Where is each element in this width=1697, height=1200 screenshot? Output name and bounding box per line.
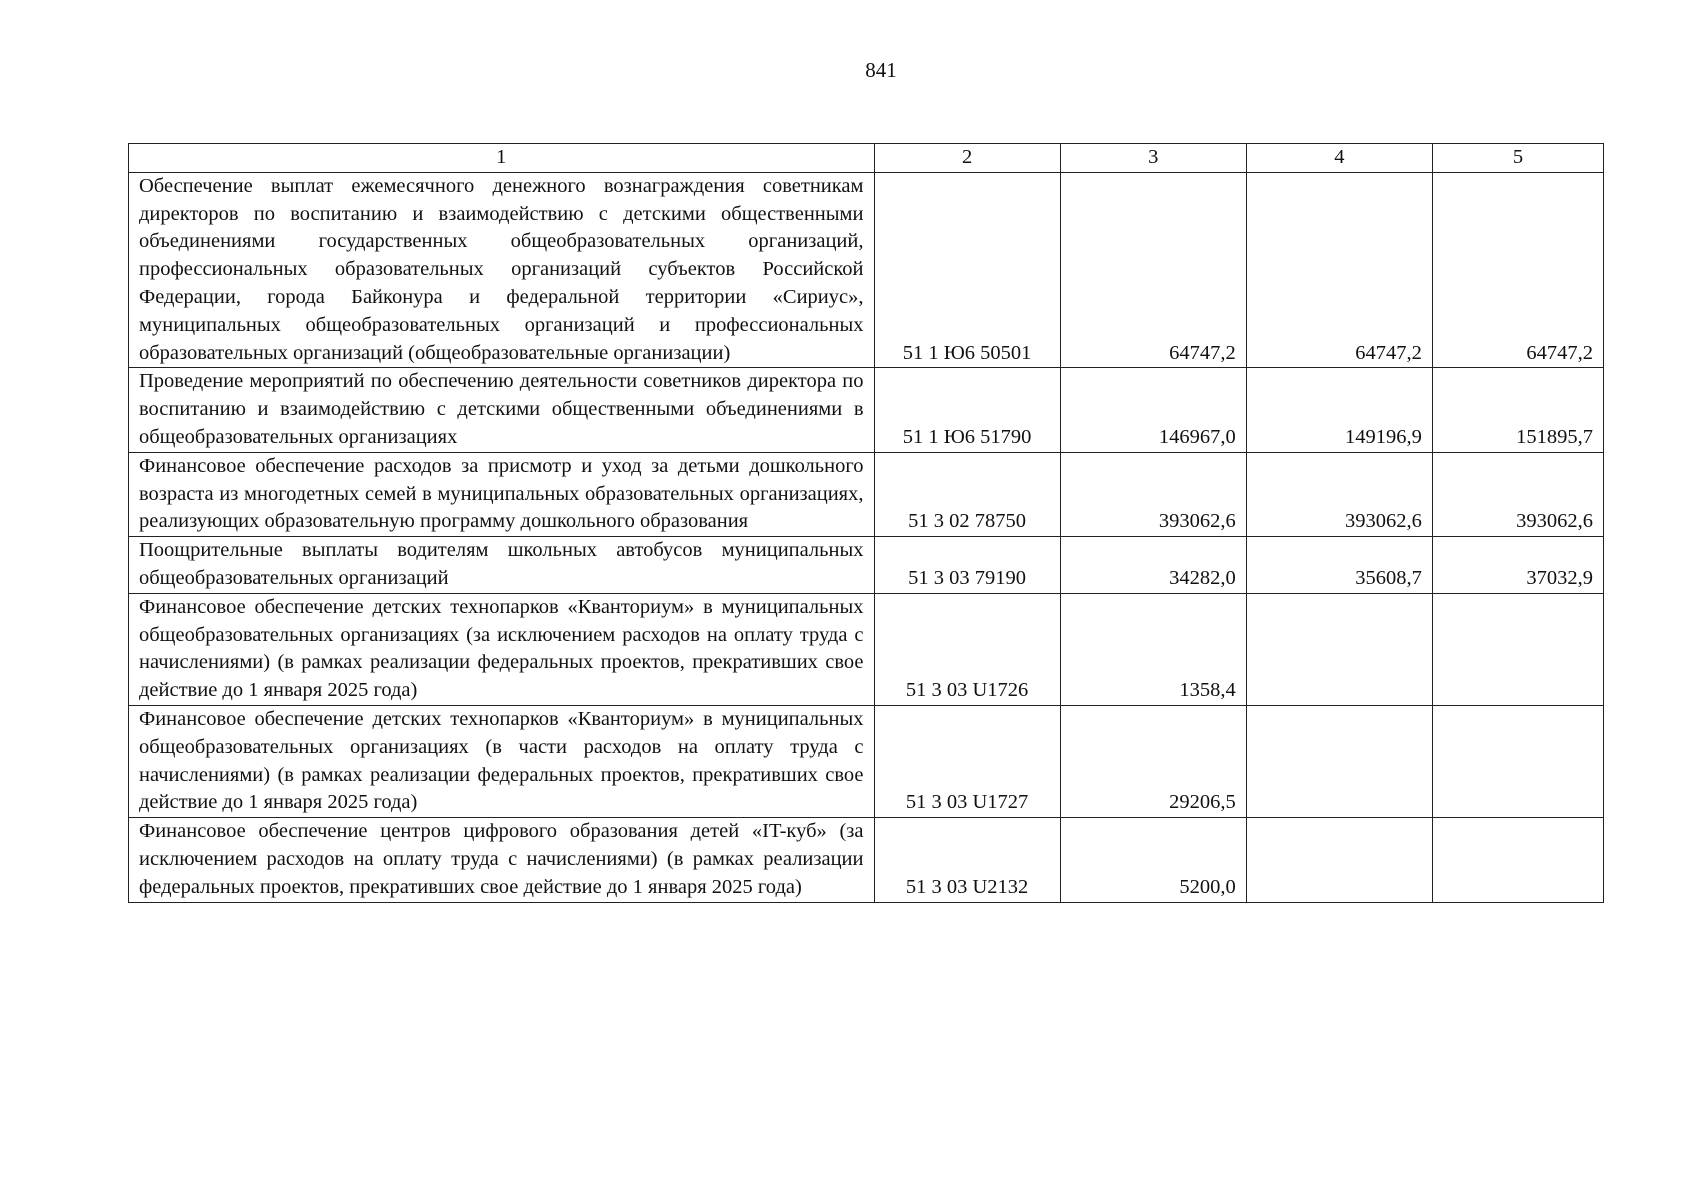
expense-name: Финансовое обеспечение расходов за присмотр и уход за детьми дошкольного возраста из многодетных семей в муниципальных образовательных организациях, реализующих образовательную программу дошкольного образования (129, 452, 875, 536)
amount-col3: 64747,2 (1060, 172, 1246, 368)
table-header-row (129, 144, 1604, 173)
expense-name: Финансовое обеспечение детских технопарков «Кванториум» в муниципальных общеобразовательных организациях (в части расходов на оплату труда с начислениями) (в рамках реализации федеральных проектов, прекративших свое действие до 1 января 2025 года) (129, 705, 875, 817)
amount-col3: 34282,0 (1060, 537, 1246, 594)
amount-col4: 149196,9 (1246, 368, 1432, 452)
budget-code: 51 3 03 79190 (874, 537, 1060, 594)
amount-col3: 393062,6 (1060, 452, 1246, 536)
amount-col4: 393062,6 (1246, 452, 1432, 536)
budget-code: 51 3 02 78750 (874, 452, 1060, 536)
amount-col5: 64747,2 (1432, 172, 1603, 368)
amount-col3: 146967,0 (1060, 368, 1246, 452)
table-row (129, 537, 1604, 594)
amount-col4 (1246, 818, 1432, 902)
table-row (129, 172, 1604, 368)
amount-col5 (1432, 705, 1603, 817)
table-row (129, 368, 1604, 452)
budget-code: 51 1 Ю6 50501 (874, 172, 1060, 368)
expense-name: Финансовое обеспечение детских технопарков «Кванториум» в муниципальных общеобразовательных организациях (за исключением расходов на оплату труда с начислениями) (в рамках реализации федеральных проектов, прекративших свое действие до 1 января 2025 года) (129, 593, 875, 705)
amount-col3: 1358,4 (1060, 593, 1246, 705)
column-header: 5 (1432, 144, 1603, 173)
expense-name: Проведение мероприятий по обеспечению деятельности советников директора по воспитанию и взаимодействию с детскими общественными объединениями в общеобразовательных организациях (129, 368, 875, 452)
table-row (129, 593, 1604, 705)
amount-col4 (1246, 593, 1432, 705)
table-row (129, 452, 1604, 536)
column-header: 2 (874, 144, 1060, 173)
amount-col3: 29206,5 (1060, 705, 1246, 817)
budget-code: 51 3 03 U2132 (874, 818, 1060, 902)
budget-code: 51 1 Ю6 51790 (874, 368, 1060, 452)
page-number: 841 (865, 58, 897, 82)
column-header: 3 (1060, 144, 1246, 173)
column-header: 1 (129, 144, 875, 173)
expense-name: Обеспечение выплат ежемесячного денежного вознаграждения советникам директоров по воспитанию и взаимодействию с детскими общественными объединениями государственных общеобразовательных организаций, профессиональных образовательных организаций субъектов Российской Федерации, города Байконура и федеральной территории «Сириус», муниципальных общеобразовательных организаций и профессиональных образовательных организаций (общеобразовательные организации) (129, 172, 875, 368)
amount-col5: 393062,6 (1432, 452, 1603, 536)
budget-table (128, 143, 1604, 903)
amount-col4 (1246, 705, 1432, 817)
amount-col4: 35608,7 (1246, 537, 1432, 594)
column-header: 4 (1246, 144, 1432, 173)
table-row (129, 705, 1604, 817)
amount-col5: 37032,9 (1432, 537, 1603, 594)
amount-col5 (1432, 818, 1603, 902)
amount-col5 (1432, 593, 1603, 705)
budget-code: 51 3 03 U1726 (874, 593, 1060, 705)
table-row (129, 818, 1604, 902)
budget-code: 51 3 03 U1727 (874, 705, 1060, 817)
expense-name: Поощрительные выплаты водителям школьных автобусов муниципальных общеобразовательных организаций (129, 537, 875, 594)
amount-col3: 5200,0 (1060, 818, 1246, 902)
amount-col4: 64747,2 (1246, 172, 1432, 368)
expense-name: Финансовое обеспечение центров цифрового образования детей «IT-куб» (за исключением расходов на оплату труда с начислениями) (в рамках реализации федеральных проектов, прекративших свое действие до 1 января 2025 года) (129, 818, 875, 902)
amount-col5: 151895,7 (1432, 368, 1603, 452)
